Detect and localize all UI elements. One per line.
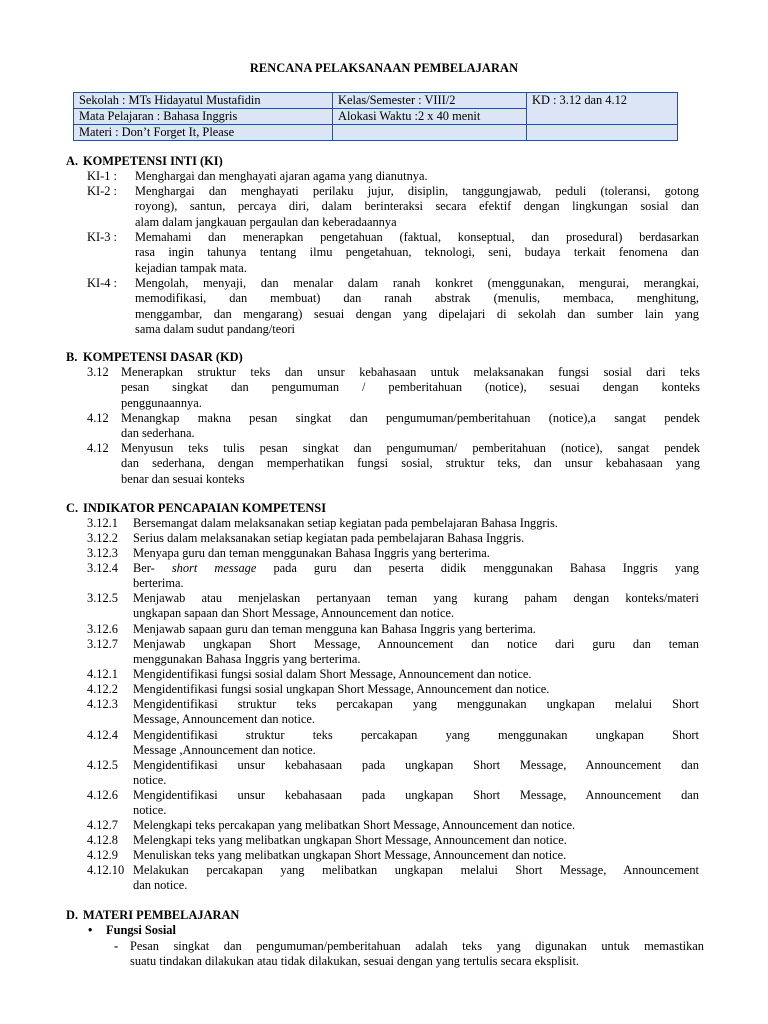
- document-page: RENCANA PELAKSANAAN PEMBELAJARAN Sekolah : MTs Hidayatul Mustafidin Kelas/Semester : VIII/2 KD : 3.12 dan 4.12 Mata Pelajaran : Bahasa Inggris Alokasi Waktu :2 x 40 menit Materi : Don’t Forget It, Please A. KOMPETENSI INTI (KI) KI-1 : Menghargai dan menghayati ajaran agama yang dianutnya. KI-2 : Menghargai dan menghayati perilaku jujur, disiplin, tanggungjawab, peduli (toleransi, gotong royong), santun, percaya diri, dalam berinteraksi secara efektif dengan lingkungan sosial dan alam dalam jangkauan pergaulan dan keberadaannya KI-3 : Memahami dan menerapkan pengetahuan (faktual, konseptual, dan prosedural) berdasarkan rasa ingin tahunya tentang ilmu pengetahuan, teknologi, seni, budaya terkait fenomena dan kejadian tampak mata. KI-4 : Mengolah, menyaji, dan menalar dalam ranah konkret (menggunakan, mengurai, merangkai, memodifikasi, dan membuat) dan ranah abstrak (menulis, membaca, menghitung, menggambar, dan mengarang) sesuai dengan yang dipelajari di sekolah dan sumber lain yang sama dalam sudut pandang/teori B. KOMPETENSI DASAR (KD) 3.12 Menerapkan struktur teks dan unsur kebahasaan untuk melaksanakan fungsi sosial dari teks pesan singkat dan pengumuman / pemberitahuan (notice), sesuai dengan konteks penggunaannya. 4.12 Menangkap makna pesan singkat dan pengumuman/pemberitahuan (notice),a sangat pendek dan sederhana. 4.12 Menyusun teks tulis pesan singkat dan pengumuman/ pemberitahuan (notice), sangat pendek dan sederhana, dengan memperhatikan fungsi sosial, struktur teks, dan unsur kebahasaan yang benar dan sesuai konteks C. INDIKATOR PENCAPAIAN KOMPETENSI 3.12.1 Bersemangat dalam melaksanakan setiap kegiatan pada pembelajaran Bahasa Inggris. 3.12.2 Serius dalam melaksanakan setiap kegiatan pada pembelajaran Bahasa Inggris. 3.12.3 Menyapa guru dan teman menggunakan Bahasa Inggris yang berterima. 3.12.4 Ber- short message pada guru dan peserta didik menggunakan Bahasa Inggris yang berterima. 3.12.5 Menjawab atau menjelaskan pertanyaan teman yang kurang paham dengan konteks/materi ungkapan sapaan dan Short Message, Announcement dan notice. 3.12.6 Menjawab sapaan guru dan teman mengguna kan Bahasa Inggris yang berterima. 3.12.7 Menjawab ungkapan Short Message, Announcement dan notice dari guru dan teman menggunakan Bahasa Inggris yang berterima. 4.12.1 Mengidentifikasi fungsi sosial dalam Short Message, Announcement dan notice. 4.12.2 Mengidentifikasi fungsi sosial ungkapan Short Message, Announcement dan notice. 4.12.3 Mengidentifikasi struktur teks percakapan yang menggunakan ungkapan melalui Short Message, Announcement dan notice. 4.12.4 Mengidentifikasi struktur teks percakapan yang menggunakan ungkapan Short Message ,Announcement dan notice. 4.12.5 Mengidentifikasi unsur kebahasaan pada ungkapan Short Message, Announcement dan notice. 4.12.6 Mengidentifikasi unsur kebahasaan pada ungkapan Short Message, Announcement dan notice. 4.12.7 Melengkapi teks percakapan yang melibatkan Short Message, Announcement dan notice. 4.12.8 Melengkapi teks yang melibatkan ungkapan Short Message, Announcement dan notice. 4.12.9 Menuliskan teks yang melibatkan ungkapan Short Message, Announcement dan notice. 4.12.10 Melakukan percakapan yang melibatkan ungkapan melalui Short Message, Announcement dan notice. D. MATERI PEMBELAJARAN • Fungsi Sosial - Pesan singkat dan pengumuman/pemberitahuan adalah teks yang digunakan untuk memastikan suatu tindakan dilakukan atau tidak dilakukan, sesuai dengan yang tertulis secara eksplisit.: [0, 0, 768, 1024]
- kd-text: Menyusun teks tulis pesan singkat dan pengumuman/ pemberitahuan (notice), sangat pendek dan sederhana, dengan memperhatikan fungsi sosial, struktur teks, dan unsur kebahasaan yang benar dan sesuai konteks: [121, 441, 700, 486]
- ki-text: Menghargai dan menghayati ajaran agama yang dianutnya.: [135, 169, 428, 183]
- section-d-heading: D. MATERI PEMBELAJARAN: [66, 908, 240, 922]
- dash-marker: -: [114, 939, 119, 953]
- ki-text: Mengolah, menyaji, dan menalar dalam ranah konkret (menggunakan, mengurai, merangkai, memodifikasi, dan membuat) dan ranah abstrak (menulis, membaca, menghitung, menggambar, dan mengarang) sesuai dengan yang dipelajari di sekolah dan sumber lain yang sama dalam sudut pandang/teori: [135, 276, 699, 336]
- info-mapel: Mata Pelajaran : Bahasa Inggris: [74, 109, 333, 125]
- info-materi: Materi : Don’t Forget It, Please: [74, 125, 333, 141]
- info-kelas: Kelas/Semester : VIII/2: [333, 93, 527, 109]
- section-b-heading: B. KOMPETENSI DASAR (KD): [66, 350, 243, 364]
- info-kd: KD : 3.12 dan 4.12: [527, 93, 678, 125]
- ki-text: Memahami dan menerapkan pengetahuan (faktual, konseptual, dan prosedural) berdasarkan rasa ingin tahunya tentang ilmu pengetahuan, teknologi, seni, budaya terkait fenomena dan kejadian tampak mata.: [135, 230, 699, 275]
- info-table: [73, 92, 678, 141]
- info-empty-cell: [333, 125, 527, 141]
- document-title: RENCANA PELAKSANAAN PEMBELAJARAN: [249, 61, 519, 75]
- bullet-icon: •: [88, 923, 93, 937]
- ki-text: Menghargai dan menghayati perilaku jujur, disiplin, tanggungjawab, peduli (toleransi, gotong royong), santun, percaya diri, dalam berinteraksi secara efektif dengan lingkungan sosial dan alam dalam jangkauan pergaulan dan keberadaannya: [135, 184, 699, 229]
- kd-text: Menerapkan struktur teks dan unsur kebahasaan untuk melaksanakan fungsi sosial dari teks pesan singkat dan pengumuman / pemberitahuan (notice), sesuai dengan konteks penggunaannya.: [121, 365, 700, 410]
- section-c-heading: C. INDIKATOR PENCAPAIAN KOMPETENSI: [66, 501, 327, 515]
- info-alokasi: Alokasi Waktu :2 x 40 menit: [333, 109, 527, 125]
- info-sekolah: Sekolah : MTs Hidayatul Mustafidin: [74, 93, 333, 109]
- section-a-heading: A. KOMPETENSI INTI (KI): [66, 154, 223, 168]
- info-empty-cell: [527, 125, 678, 141]
- materi-bullet-heading: • Fungsi Sosial: [88, 923, 176, 937]
- kd-text: Menangkap makna pesan singkat dan pengumuman/pemberitahuan (notice),a sangat pendek dan sederhana.: [121, 411, 700, 441]
